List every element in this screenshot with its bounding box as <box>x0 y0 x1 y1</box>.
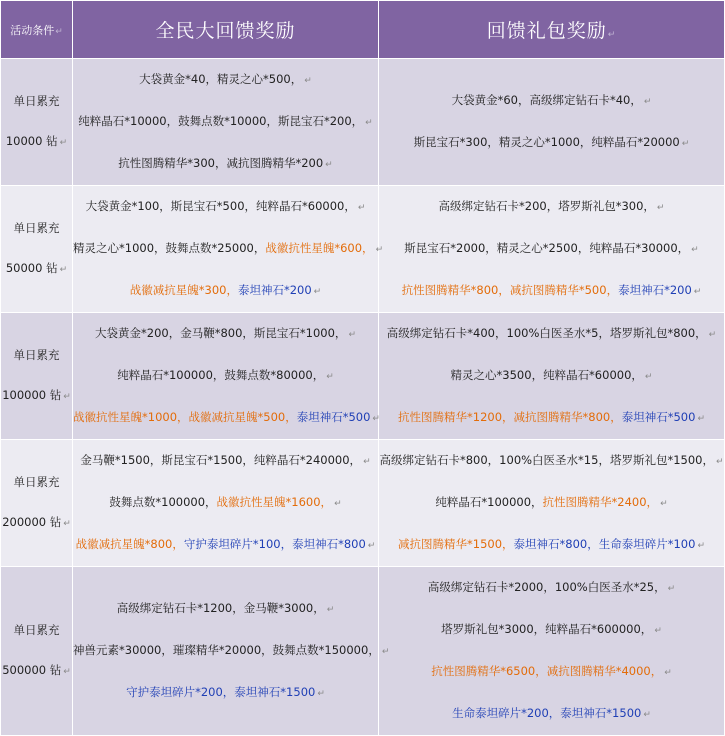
return-mark: ↵ <box>365 118 373 128</box>
reward-item-text: 战徽减抗星魄*800， <box>75 537 184 551</box>
reward-line <box>73 313 378 355</box>
reward-item-text: 高级绑定钻石卡*800，100%白医圣水*15，塔罗斯礼包*1500， <box>379 453 714 467</box>
reward-item-text: 抗性图腾精华*2400， <box>542 495 659 509</box>
condition-text: 100000 钻 <box>2 388 62 402</box>
reward-line <box>73 630 390 672</box>
header-condition: 活动条件↵ <box>1 1 73 59</box>
condition-line <box>1 502 72 544</box>
reward-line <box>73 588 378 630</box>
condition-line <box>1 462 72 502</box>
gift-reward-cell <box>379 313 725 440</box>
condition-text: 200000 钻 <box>2 515 62 529</box>
reward-item-text: 减抗图腾精华*1500， <box>398 537 514 551</box>
gift-reward-cell <box>379 440 725 567</box>
return-mark: ↵ <box>326 372 334 382</box>
reward-item-text: 泰坦神石*200 <box>618 283 692 297</box>
reward-line <box>379 186 724 228</box>
return-mark: ↵ <box>660 499 668 509</box>
return-mark: ↵ <box>681 139 690 149</box>
reward-line <box>379 122 724 164</box>
condition-line <box>1 248 72 290</box>
reward-item-text: 大袋黄金*60，高级绑定钻石卡*40， <box>451 93 642 107</box>
reward-line <box>73 59 378 101</box>
return-mark: ↵ <box>656 203 665 213</box>
return-mark: ↵ <box>693 287 702 297</box>
return-mark: ↵ <box>304 76 312 86</box>
return-mark: ↵ <box>59 138 68 148</box>
table-row <box>1 567 725 736</box>
condition-line <box>1 121 72 163</box>
table-row <box>1 440 725 567</box>
condition-text: 单日累充 <box>13 623 60 637</box>
reward-item-text: 高级绑定钻石卡*1200，金马鞭*3000， <box>116 601 325 615</box>
return-mark: ↵ <box>63 519 71 529</box>
reward-line <box>379 397 724 439</box>
reward-item-text: 抗性图腾精华*6500，减抗图腾精华*4000， <box>431 664 663 678</box>
return-mark: ↵ <box>643 97 652 107</box>
reward-line <box>379 482 724 524</box>
gift-reward-cell <box>379 186 725 313</box>
condition-line <box>1 650 72 692</box>
condition-line <box>1 375 72 417</box>
condition-cell <box>1 59 73 186</box>
reward-line <box>73 270 378 312</box>
return-mark: ↵ <box>667 584 676 594</box>
condition-cell <box>1 186 73 313</box>
reward-line <box>73 524 378 566</box>
reward-item-text: 金马鞭*1500，斯昆宝石*1500，纯粹晶石*240000， <box>80 453 362 467</box>
return-mark: ↵ <box>654 626 662 636</box>
reward-item-text: 大袋黄金*40，精灵之心*500， <box>139 72 303 86</box>
return-mark: ↵ <box>63 667 71 677</box>
reward-item-text: 抗性图腾精华*300，减抗图腾精华*200 <box>118 156 324 170</box>
reward-item-text: 泰坦神石*500 <box>621 410 696 424</box>
reward-item-text: 生命泰坦碎片*200，泰坦神石*1500 <box>452 706 642 720</box>
reward-item-text: 高级绑定钻石卡*2000，100%白医圣水*25， <box>427 580 666 594</box>
return-mark: ↵ <box>313 287 322 297</box>
reward-item-text: 大袋黄金*100，斯昆宝石*500，纯粹晶石*60000， <box>85 199 356 213</box>
return-mark: ↵ <box>326 605 335 615</box>
reward-line <box>379 313 724 355</box>
reward-line <box>379 609 724 651</box>
reward-line <box>73 186 378 228</box>
main-reward-cell <box>73 59 379 186</box>
reward-line <box>379 693 724 735</box>
return-mark: ↵ <box>664 668 672 678</box>
return-mark: ↵ <box>357 203 366 213</box>
gift-reward-cell <box>379 59 725 186</box>
return-mark: ↵ <box>367 541 376 551</box>
reward-line <box>379 440 724 482</box>
reward-item-text: 泰坦神石*800，生命泰坦碎片*100 <box>513 537 696 551</box>
main-reward-cell <box>73 313 379 440</box>
reward-item-text: 精灵之心*1000，鼓舞点数*25000， <box>73 241 266 255</box>
reward-item-text: 抗性图腾精华*800，减抗图腾精华*500， <box>401 283 619 297</box>
reward-item-text: 高级绑定钻石卡*200，塔罗斯礼包*300， <box>438 199 655 213</box>
gift-reward-cell <box>379 567 725 736</box>
condition-text: 单日累充 <box>13 221 60 235</box>
reward-item-text: 守护泰坦碎片*200，泰坦神石*1500 <box>126 685 316 699</box>
reward-line <box>379 228 724 270</box>
reward-item-text: 高级绑定钻石卡*400，100%白医圣水*5，塔罗斯礼包*800， <box>386 326 707 340</box>
reward-item-text: 抗性图腾精华*1200，减抗图腾精华*800， <box>398 410 622 424</box>
reward-item-text: 战徽抗性星魄*1600， <box>216 495 333 509</box>
table-row <box>1 186 725 313</box>
reward-line <box>379 651 724 693</box>
return-mark: ↵ <box>715 457 724 467</box>
condition-line <box>1 610 72 650</box>
reward-item-text: 泰坦神石*200 <box>237 283 312 297</box>
condition-text: 单日累充 <box>13 94 60 108</box>
reward-item-text: 斯昆宝石*300，精灵之心*1000，纯粹晶石*20000 <box>413 135 680 149</box>
return-mark: ↵ <box>317 689 325 699</box>
return-mark: ↵ <box>644 372 653 382</box>
return-mark: ↵ <box>697 414 705 424</box>
reward-item-text: 纯粹晶石*10000，鼓舞点数*10000，斯昆宝石*200， <box>78 114 364 128</box>
reward-item-text: 神兽元素*30000，璀璨精华*20000，鼓舞点数*150000， <box>73 643 380 657</box>
reward-item-text: 精灵之心*3500，纯粹晶石*60000， <box>450 368 643 382</box>
reward-item-text: 塔罗斯礼包*3000，纯粹晶石*600000， <box>441 622 653 636</box>
table-row <box>1 59 725 186</box>
return-mark: ↵ <box>375 245 384 255</box>
reward-item-text: 纯粹晶石*100000，鼓舞点数*80000， <box>117 368 325 382</box>
condition-cell <box>1 440 73 567</box>
header-gift-reward: 回馈礼包奖励↵ <box>379 1 725 59</box>
return-mark: ↵ <box>643 710 651 720</box>
main-reward-cell <box>73 186 384 313</box>
reward-item-text: 鼓舞点数*100000， <box>109 495 217 509</box>
reward-line <box>379 80 724 122</box>
return-mark: ↵ <box>63 392 71 402</box>
condition-text: 10000 钻 <box>5 134 58 148</box>
return-mark: ↵ <box>708 330 717 340</box>
main-reward-cell <box>73 567 390 736</box>
return-mark: ↵ <box>59 265 68 275</box>
reward-line <box>73 143 378 185</box>
reward-line <box>73 672 378 714</box>
reward-item-text: 战徽减抗星魄*300， <box>129 283 238 297</box>
return-mark: ↵ <box>348 330 356 340</box>
condition-text: 单日累充 <box>13 348 60 362</box>
return-mark: ↵ <box>334 499 342 509</box>
reward-item-text: 斯昆宝石*2000，精灵之心*2500，纯粹晶石*30000， <box>404 241 690 255</box>
reward-line <box>379 270 724 312</box>
condition-cell <box>1 313 73 440</box>
reward-item-text: 战徽抗性星魄*600， <box>265 241 374 255</box>
reward-line <box>73 101 378 143</box>
reward-line <box>379 355 724 397</box>
condition-text: 单日累充 <box>13 475 60 489</box>
return-mark: ↵ <box>372 414 380 424</box>
condition-line <box>1 208 72 248</box>
condition-text: 500000 钻 <box>2 663 62 677</box>
main-reward-cell <box>73 440 379 567</box>
condition-cell <box>1 567 73 736</box>
reward-line <box>73 482 378 524</box>
return-mark: ↵ <box>381 647 390 657</box>
reward-line <box>73 440 378 482</box>
reward-line <box>73 397 378 439</box>
reward-item-text: 大袋黄金*200，金马鞭*800，斯昆宝石*1000， <box>95 326 347 340</box>
reward-item-text: 纯粹晶石*100000， <box>435 495 543 509</box>
condition-line <box>1 81 72 121</box>
header-main-reward: 全民大回馈奖励 <box>73 1 379 59</box>
reward-line <box>73 228 384 270</box>
return-mark: ↵ <box>691 245 699 255</box>
reward-line <box>379 524 724 566</box>
reward-line <box>379 567 724 609</box>
return-mark: ↵ <box>697 541 705 551</box>
reward-line <box>73 355 378 397</box>
header-row <box>1 1 725 59</box>
return-mark: ↵ <box>363 457 371 467</box>
reward-item-text: 守护泰坦碎片*100，泰坦神石*800 <box>183 537 366 551</box>
condition-text: 50000 钻 <box>5 261 58 275</box>
reward-item-text: 泰坦神石*500 <box>296 410 371 424</box>
reward-item-text: 战徽抗性星魄*1000，战徽减抗星魄*500， <box>73 410 297 424</box>
condition-line <box>1 335 72 375</box>
return-mark: ↵ <box>325 160 333 170</box>
table-row <box>1 313 725 440</box>
